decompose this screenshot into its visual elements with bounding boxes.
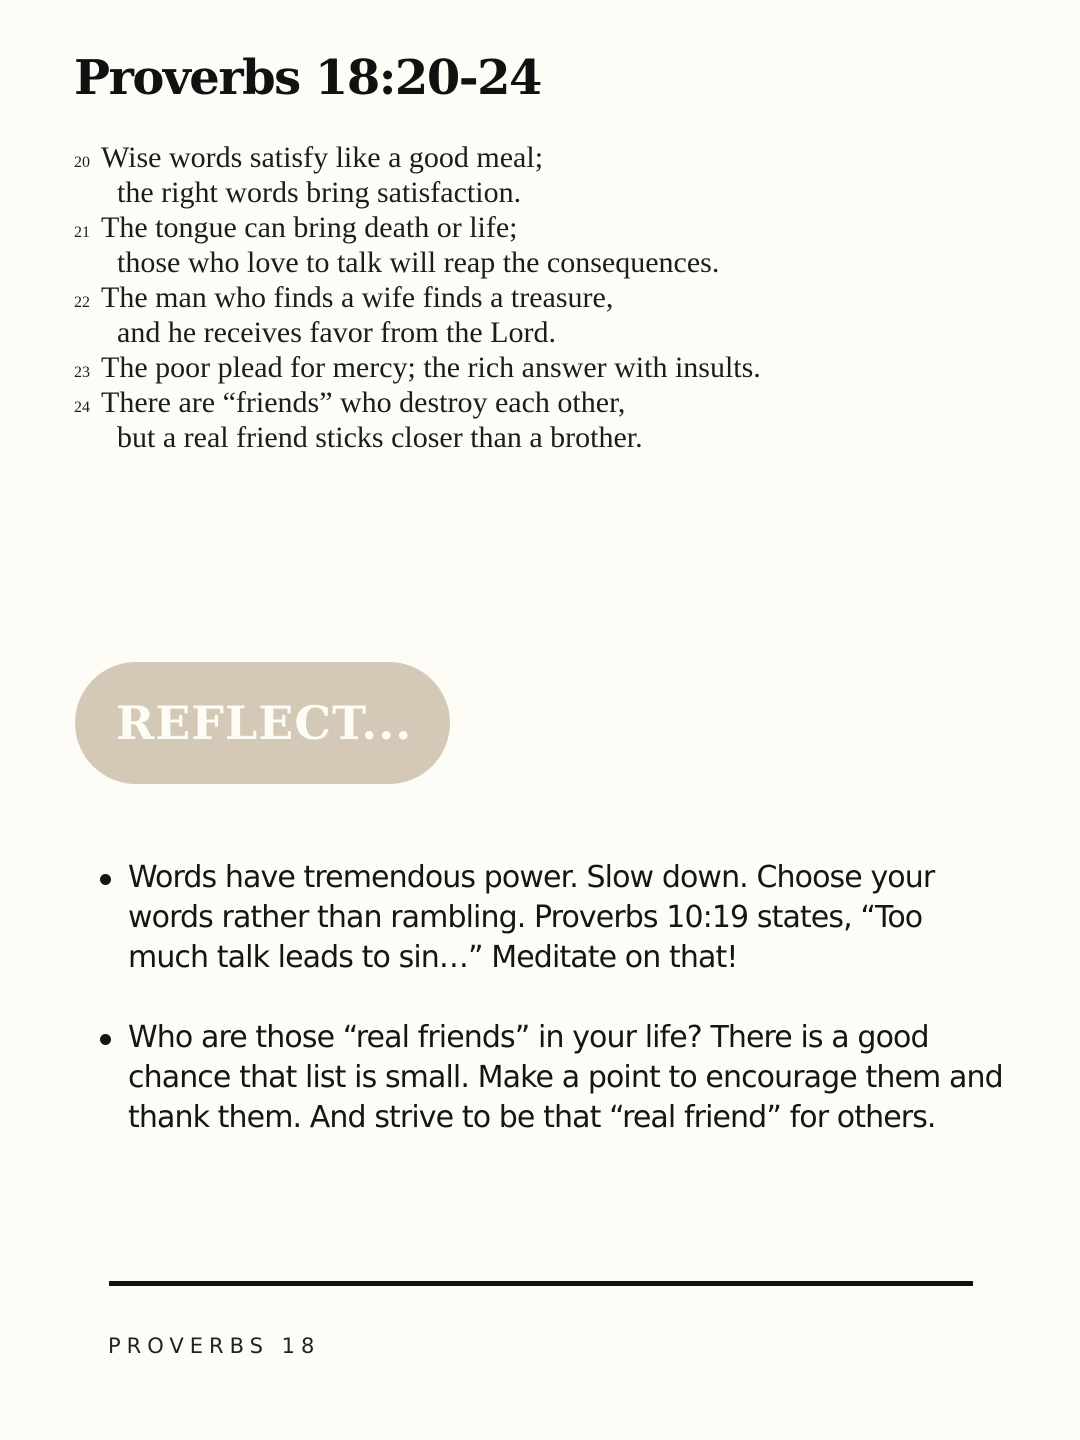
verse-text: The man who finds a wife finds a treasure, bbox=[101, 281, 614, 314]
verse-text: but a real friend sticks closer than a brother. bbox=[117, 421, 643, 454]
verse-text: The tongue can bring death or life; bbox=[101, 211, 518, 244]
verse-number: 24 bbox=[74, 399, 90, 416]
divider bbox=[109, 1281, 973, 1286]
list-item: Words have tremendous power. Slow down. Choose your words rather than rambling. Proverbs 10:19 states, “Too much talk leads to sin…” Meditate on that! bbox=[100, 858, 1010, 978]
verse-22 bbox=[74, 280, 1034, 350]
reflection-list bbox=[100, 858, 1010, 1178]
verse-number: 23 bbox=[74, 364, 90, 381]
reflect-heading: REFLECT... bbox=[116, 696, 413, 750]
verse-text: There are “friends” who destroy each other, bbox=[101, 386, 626, 419]
footer-label: PROVERBS 18 bbox=[108, 1334, 321, 1358]
verse-text: The poor plead for mercy; the rich answer with insults. bbox=[101, 351, 761, 384]
scripture-passage bbox=[74, 140, 1034, 455]
verse-text: the right words bring satisfaction. bbox=[117, 176, 522, 209]
verse-21 bbox=[74, 210, 1034, 280]
verse-text: those who love to talk will reap the consequences. bbox=[117, 246, 720, 279]
verse-20 bbox=[74, 140, 1034, 210]
verse-24 bbox=[74, 385, 1034, 455]
verse-text: Wise words satisfy like a good meal; bbox=[101, 141, 544, 174]
verse-text: and he receives favor from the Lord. bbox=[117, 316, 556, 349]
verse-number: 21 bbox=[74, 224, 90, 241]
page-title: Proverbs 18:20-24 bbox=[74, 50, 541, 106]
verse-number: 20 bbox=[74, 154, 90, 171]
verse-number: 22 bbox=[74, 294, 90, 311]
list-item: Who are those “real friends” in your life? There is a good chance that list is small. Make a point to encourage them and thank them. And strive to be that “real friend” for others. bbox=[100, 1018, 1010, 1138]
verse-23 bbox=[74, 350, 1034, 385]
